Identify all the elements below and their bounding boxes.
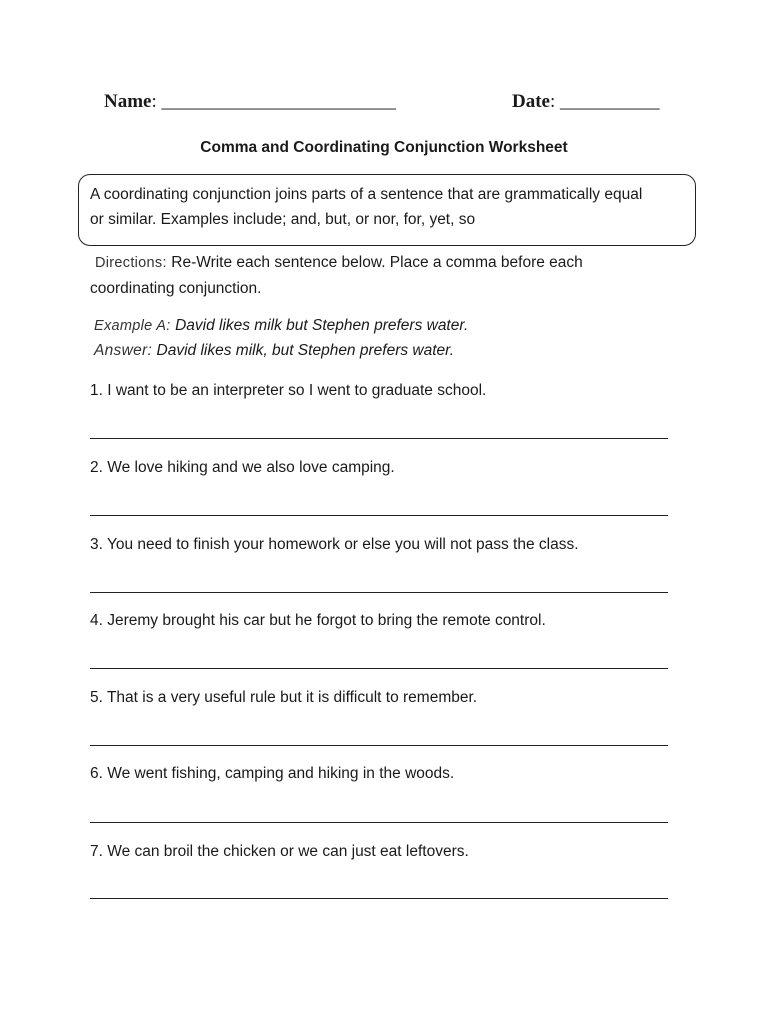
question-1: 1. I want to be an interpreter so I went to graduate school.: [90, 382, 487, 399]
name-label: Name: [104, 91, 152, 112]
name-field: [104, 91, 396, 113]
date-field: [512, 91, 659, 113]
directions-line-2: coordinating conjunction.: [90, 280, 262, 297]
answer-line-7[interactable]: [90, 898, 668, 899]
question-5: 5. That is a very useful rule but it is difficult to remember.: [90, 689, 478, 706]
question-6: 6. We went fishing, camping and hiking in the woods.: [90, 765, 455, 782]
example-label: Example A:: [94, 318, 171, 334]
answer-line-2[interactable]: [90, 515, 668, 516]
example-row: [94, 317, 468, 335]
answer-line-4[interactable]: [90, 668, 668, 669]
answer-sentence: David likes milk, but Stephen prefers water.: [156, 342, 455, 359]
answer-line-1[interactable]: [90, 438, 668, 439]
date-colon: :: [549, 91, 556, 112]
answer-label: Answer:: [94, 342, 153, 359]
date-blank[interactable]: ___________: [560, 91, 660, 112]
answer-line-5[interactable]: [90, 745, 668, 746]
worksheet-title: Comma and Coordinating Conjunction Worksheet: [200, 139, 568, 156]
directions-line-1: Re-Write each sentence below. Place a comma before each: [171, 254, 583, 271]
question-7: 7. We can broil the chicken or we can just eat leftovers.: [90, 843, 469, 860]
definition-line-2: or similar. Examples include; and, but, or nor, for, yet, so: [90, 211, 476, 228]
question-4: 4. Jeremy brought his car but he forgot to bring the remote control.: [90, 612, 546, 629]
example-sentence: David likes milk but Stephen prefers water.: [175, 317, 469, 334]
date-label: Date: [512, 91, 550, 112]
answer-line-6[interactable]: [90, 822, 668, 823]
name-colon: :: [151, 91, 157, 112]
question-2: 2. We love hiking and we also love camping.: [90, 459, 395, 476]
definition-line-1: A coordinating conjunction joins parts of a sentence that are grammatically equal: [90, 186, 643, 203]
directions-row: [95, 254, 583, 272]
name-blank[interactable]: __________________________: [161, 91, 396, 112]
answer-line-3[interactable]: [90, 592, 668, 593]
directions-label: Directions:: [95, 255, 167, 271]
question-3: 3. You need to finish your homework or else you will not pass the class.: [90, 536, 579, 553]
answer-row: [94, 342, 454, 360]
